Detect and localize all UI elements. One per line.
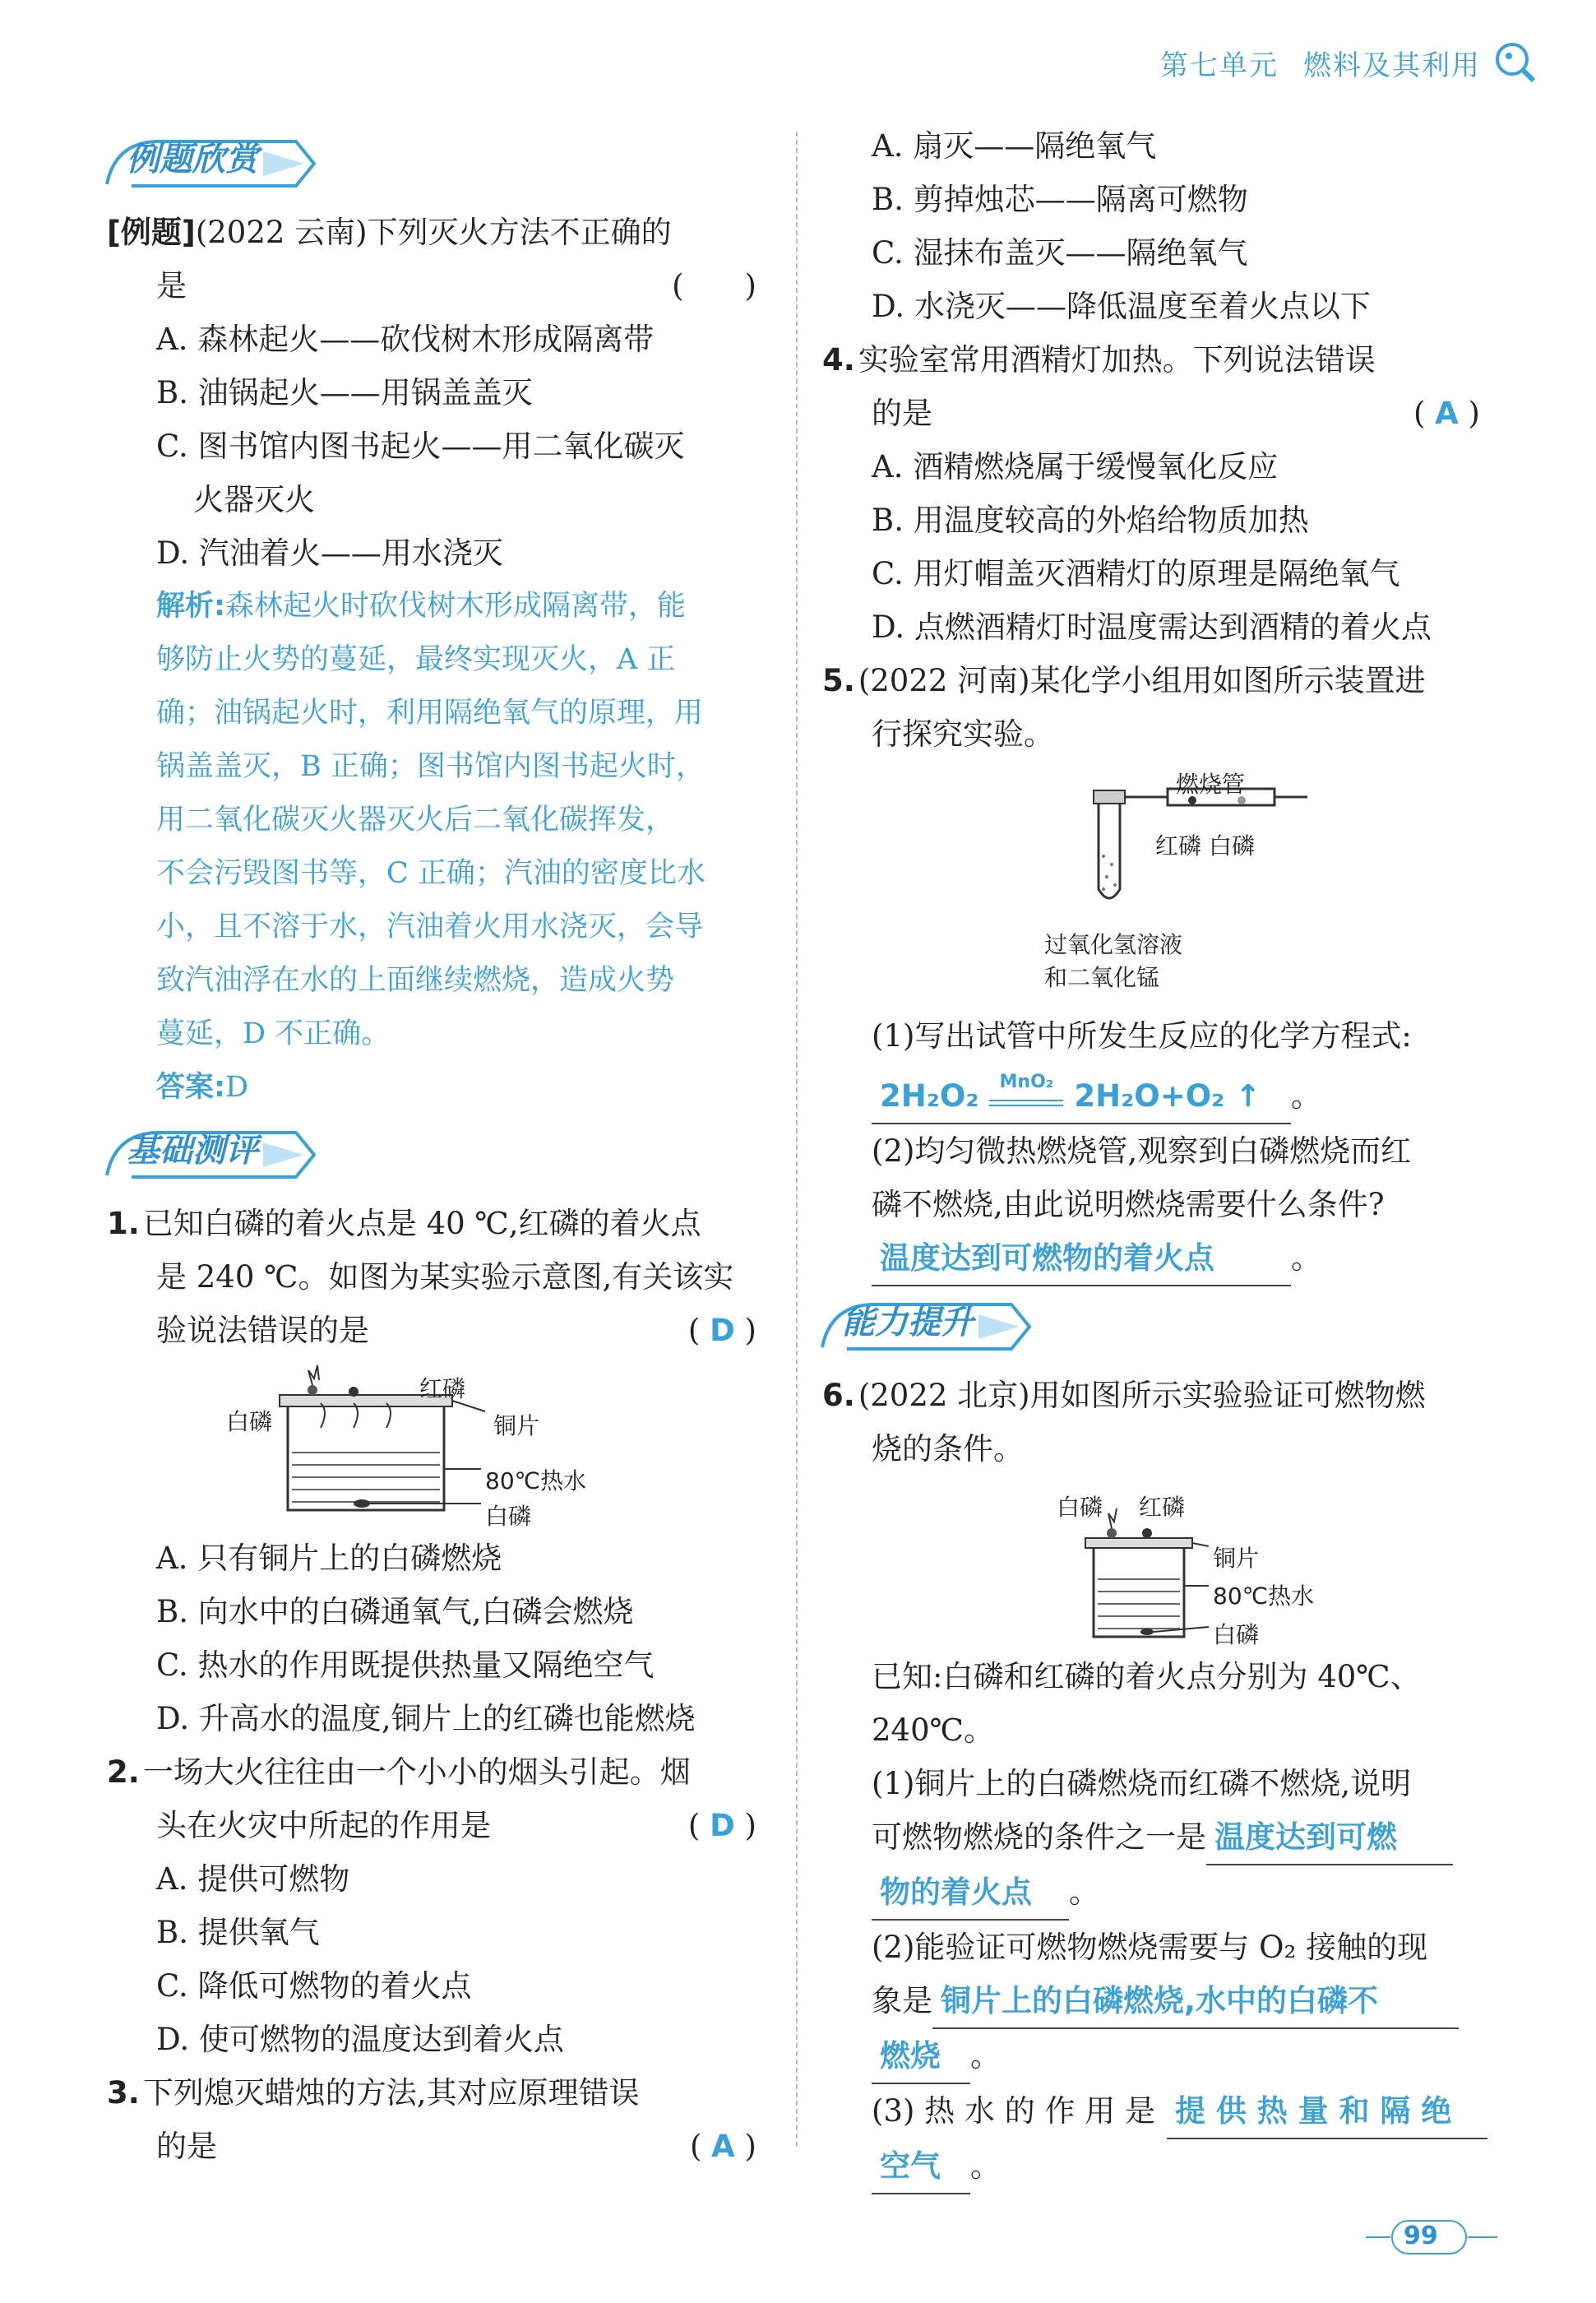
q5-sub1: (1)写出试管中所发生反应的化学方程式: bbox=[872, 1018, 1412, 1054]
option: A. 酒精燃烧属于缓慢氧化反应 bbox=[872, 449, 1279, 484]
banner-ability: 能力提升 bbox=[814, 1290, 1480, 1364]
option: D. 使可燃物的温度达到着火点 bbox=[156, 2022, 564, 2057]
question-6: 6. (2022 北京)用如图所示实验验证可燃物燃 bbox=[822, 1378, 1426, 1413]
left-column: 例题欣赏 [例题](2022 云南)下列灭火方法不正确的 是 ( ) A. 森林起火——砍伐树木形成隔离带 B. 油锅起火——用锅盖盖灭 C. 图书馆内图书起火——用二氧化碳灭 火器灭火 D. 汽油着火——用水浇灭 解析:森林起火时砍伐树木形成隔离带，能 够防止火势的蔓延，最终实现灭火，A 正 确；油锅起火时，利用隔绝氧气的原理，用 锅盖盖灭，B 正确；图书馆内图书起火时， 用二氧化碳灭火器灭火后二氧化碳挥发， 不会污毁图书等，C 正确；汽油的密度比水 小，且不溶于水，汽油着火用水浇灭，会导 致汽油浮在水的上面继续燃烧，造成火势 蔓延，D 不正确。 答案:D 基础测评 1. 已知白磷的着火点是 40 ℃,红磷的着火点 是 240 ℃。如图为某实验示意图,有关该实 验说法错误的是 ( D ) 红磷 白磷 铜片 80℃热水 白磷 A. 只有铜片上的白磷燃烧 B. 向水中的白磷通氧气,白磷会燃烧 C. 热水的作用既提供热量又隔绝空气 D. 升高水的温度,铜片上的红磷也能燃烧 2. 一场大火往往由一个小小的烟头引起。烟 头在火灾中所起的作用是 ( D ) A. 提供可燃物 B. 提供氧气 C. 降低可燃物的着火点 D. 使可燃物的温度达到着火点 3. 下列熄灭蜡烛的方法,其对应原理错误 的是 ( A ) bbox=[107, 123, 756, 2173]
question-3: 3. 下列熄灭蜡烛的方法,其对应原理错误 bbox=[107, 2075, 640, 2111]
q1-figure: 红磷 白磷 铜片 80℃热水 白磷 bbox=[107, 1362, 756, 1527]
page-number: 99 bbox=[1366, 2217, 1497, 2258]
option: C. 图书馆内图书起火——用二氧化碳灭 bbox=[156, 429, 685, 464]
q5-figure: 燃烧管 红磷 白磷 过氧化氢溶液 和二氧化锰 bbox=[822, 766, 1480, 1004]
option: B. 向水中的白磷通氧气,白磷会燃烧 bbox=[156, 1594, 634, 1629]
explanation: 解析:森林起火时砍伐树木形成隔离带，能 够防止火势的蔓延，最终实现灭火，A 正 确；油锅起火时，利用隔绝氧气的原理，用 锅盖盖灭，B 正确；图书馆内图书起火时， 用二氧化碳灭火器灭火后二氧化碳挥发， 不会污毁图书等，C 正确；汽油的密度比水 小，且不溶于水，汽油着火用水浇灭，会导 致汽油浮在水的上面继续燃烧，造成火势 蔓延，D 不正确。 答案:D bbox=[156, 590, 705, 1104]
option: C. 热水的作用既提供热量又隔绝空气 bbox=[156, 1647, 655, 1683]
banner-example: 例题欣赏 bbox=[99, 127, 756, 201]
running-header bbox=[1160, 43, 1481, 83]
option: B. 油锅起火——用锅盖盖灭 bbox=[156, 375, 533, 410]
question-4: 4. 实验室常用酒精灯加热。下列说法错误 bbox=[822, 342, 1376, 378]
unit-label: 第七单元 bbox=[1160, 49, 1279, 82]
q5-equation: 2H₂O₂ MnO₂ 2H₂O+O₂ ↑ 。 bbox=[822, 1063, 1480, 1124]
banner-basic: 基础测评 bbox=[99, 1118, 756, 1192]
question-1: 1. 已知白磷的着火点是 40 ℃,红磷的着火点 bbox=[107, 1206, 701, 1241]
option: B. 用温度较高的外焰给物质加热 bbox=[872, 503, 1309, 538]
option: B. 剪掉烛芯——隔离可燃物 bbox=[872, 182, 1248, 217]
option: A. 只有铜片上的白磷燃烧 bbox=[156, 1541, 502, 1576]
option: C. 降低可燃物的着火点 bbox=[156, 1968, 472, 2004]
q6-figure: 白磷 红磷 铜片 80℃热水 白磷 bbox=[822, 1480, 1480, 1645]
column-divider bbox=[796, 132, 798, 2147]
example-stem-2: 是 ( ) bbox=[156, 268, 756, 304]
option: C. 用灯帽盖灭酒精灯的原理是隔绝氧气 bbox=[872, 556, 1400, 591]
example-stem: [例题](2022 云南)下列灭火方法不正确的 bbox=[107, 215, 672, 250]
option-continued: 火器灭火 bbox=[193, 482, 315, 517]
option: D. 升高水的温度,铜片上的红磷也能燃烧 bbox=[156, 1701, 696, 1736]
option: A. 森林起火——砍伐树木形成隔离带 bbox=[156, 322, 655, 357]
option: D. 水浇灭——降低温度至着火点以下 bbox=[872, 289, 1371, 324]
question-2: 2. 一场大火往往由一个小小的烟头引起。烟 bbox=[107, 1754, 691, 1790]
unit-title: 燃料及其利用 bbox=[1303, 49, 1481, 82]
option: A. 扇灭——隔绝氧气 bbox=[872, 128, 1157, 164]
question-5: 5. (2022 河南)某化学小组用如图所示装置进 bbox=[822, 663, 1426, 698]
option: B. 提供氧气 bbox=[156, 1915, 320, 1950]
mascot-icon bbox=[1489, 36, 1538, 86]
right-column: A. 扇灭——隔绝氧气 B. 剪掉烛芯——隔离可燃物 C. 湿抹布盖灭——隔绝氧气 D. 水浇灭——降低温度至着火点以下 4. 实验室常用酒精灯加热。下列说法错误 的是 ( A ) A. 酒精燃烧属于缓慢氧化反应 B. 用温度较高的外焰给物质加热 C. 用灯帽盖灭酒精灯的原理是隔绝氧气 D. 点燃酒精灯时温度需达到酒精的着火点 5. (2022 河南)某化学小组用如图所示装置进 行探究实验。 燃烧管 红磷 白磷 过氧化氢溶液 和二氧化锰 (1)写出试管中所发生反应的化学方程式: 2H₂O₂ MnO₂ 2H₂O+O₂ ↑ 。 (2)均匀微热燃烧管,观察到白磷燃烧而红 磷不燃烧,由此说明燃烧需要什么条件? 温度达到可燃物的着火点 。 能力提升 6. (2022 北京)用如图所示实验验证可燃物燃 烧的条件。 白磷 红磷 铜片 80℃热水 白磷 已知:白磷和红磷的着火点分别为 40℃、 240℃。 (1)铜片上的白磷燃烧而红磷不燃烧,说明 可燃物燃烧的条件之一是 温度达到可燃 物的着火点 。 (2)能验证可燃物燃烧需要与 O₂ 接触的现 象是 铜片上的白磷燃烧,水中的白磷不 燃烧 。 (3) 热 水 的 作 用 是 提 供 热 量 和 隔 绝 空气 。 bbox=[822, 119, 1480, 2194]
option: D. 汽油着火——用水浇灭 bbox=[156, 535, 503, 571]
option: D. 点燃酒精灯时温度需达到酒精的着火点 bbox=[872, 609, 1432, 645]
option: A. 提供可燃物 bbox=[156, 1861, 350, 1897]
option: C. 湿抹布盖灭——隔绝氧气 bbox=[872, 235, 1248, 271]
